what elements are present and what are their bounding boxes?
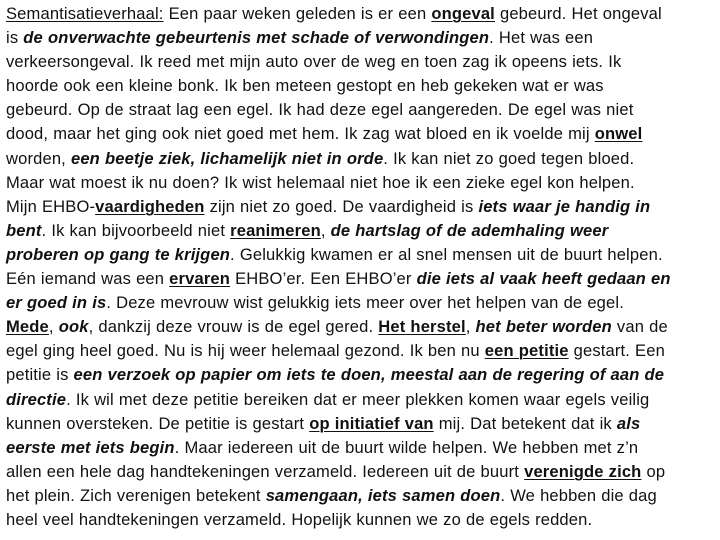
term-definition: een verzoek op papier om iets te doen, meestal aan de regering of aan de (73, 365, 665, 385)
key-term: ongeval (431, 4, 495, 23)
text-segment: van de (611, 317, 668, 337)
text-line (6, 26, 716, 50)
text-line (6, 243, 716, 267)
term-definition: als (616, 413, 641, 433)
text-line (6, 147, 716, 171)
text-segment: , (465, 317, 476, 337)
text-segment: zijn niet zo goed. De vaardigheid is (204, 196, 479, 216)
term-definition: de onverwachte gebeurtenis met schade of verwondingen (23, 28, 490, 48)
text-segment: . Ik wil met deze petitie bereiken dat er meer plekken komen waar egels veilig (66, 389, 650, 409)
text-line (6, 291, 716, 315)
text-segment: verkeersongeval. Ik reed met mijn auto over de weg en toen zag ik opeens iets. Ik (6, 52, 622, 72)
text-segment: heel veel handtekeningen verzameld. Hopelijk kunnen we zo de egels redden. (6, 509, 593, 529)
term-definition: proberen op gang te krijgen (6, 244, 231, 264)
term-definition: iets waar je handig in (478, 196, 651, 216)
term-definition: samengaan, iets samen doen (265, 485, 501, 505)
text-segment: petitie is (6, 365, 74, 385)
text-segment: dood, maar het ging ook niet goed met hem. Ik zag wat bloed en ik voelde mij (6, 124, 595, 144)
text-segment: hoorde ook een kleine bonk. Ik ben meteen gestopt en heb gekeken wat er was (6, 76, 604, 96)
text-line (6, 195, 716, 219)
text-segment: . Gelukkig kwamen er al snel mensen uit de buurt helpen. (230, 244, 663, 264)
term-definition: het beter worden (475, 317, 612, 337)
key-term: een petitie (484, 341, 569, 361)
term-definition: er goed in is (6, 293, 107, 313)
text-segment: , dankzij deze vrouw is de egel gered. (88, 317, 379, 337)
text-segment: Een paar weken geleden is er een (163, 4, 432, 23)
text-segment: worden, (6, 148, 71, 168)
text-line (6, 74, 716, 98)
text-line (6, 122, 716, 146)
text-segment: mij. Dat betekent dat ik (433, 413, 617, 433)
key-term: vaardigheden (95, 196, 205, 216)
key-term: onwel (594, 124, 643, 144)
text-line (6, 508, 716, 532)
term-definition: eerste met iets begin (6, 437, 175, 457)
text-line (6, 339, 716, 363)
key-term: op initiatief van (309, 413, 434, 433)
key-term: Mede (6, 317, 49, 337)
term-definition: directie (6, 389, 67, 409)
key-term: Het herstel (378, 317, 466, 337)
text-line (6, 484, 716, 508)
text-line (6, 2, 716, 26)
text-line (6, 50, 716, 74)
text-segment: egel ging heel goed. Nu is hij weer helemaal gezond. Ik ben nu (6, 341, 485, 361)
text-segment: Maar wat moest ik nu doen? Ik wist helemaal niet hoe ik een zieke egel kon helpen. (6, 172, 635, 192)
text-segment: . Ik kan niet zo goed tegen bloed. (383, 148, 635, 168)
text-segment: . Maar iedereen uit de buurt wilde helpen. We hebben met z’n (174, 437, 639, 457)
text-line (6, 219, 716, 243)
text-line (6, 460, 716, 484)
text-segment: Mijn EHBO- (6, 196, 96, 216)
text-segment: is (6, 28, 24, 48)
term-definition: een beetje ziek, lichamelijk niet in orde (70, 148, 384, 168)
text-segment: . We hebben die dag (500, 485, 657, 505)
text-segment: kunnen oversteken. De petitie is gestart (6, 413, 310, 433)
text-line (6, 315, 716, 339)
text-line (6, 436, 716, 460)
text-line (6, 171, 716, 195)
key-term: reanimeren (230, 220, 321, 240)
text-segment: allen een hele dag handtekeningen verzameld. Iedereen uit de buurt (6, 461, 525, 481)
key-term: verenigde zich (524, 461, 642, 481)
text-segment: . Ik kan bijvoorbeeld niet (41, 220, 231, 240)
text-segment: , (320, 220, 331, 240)
text-segment: EHBO’er. Een EHBO’er (230, 269, 417, 289)
text-segment: gestart. Een (568, 341, 665, 361)
text-segment: het plein. Zich verenigen betekent (6, 485, 266, 505)
text-segment: , (48, 317, 59, 337)
text-segment: gebeurd. Op de straat lag een egel. Ik had deze egel aangereden. De egel was niet (6, 100, 634, 120)
text-segment: op (641, 461, 666, 481)
text-line (6, 363, 716, 387)
text-segment: . Deze mevrouw wist gelukkig iets meer over het helpen van de egel. (106, 293, 624, 313)
term-definition: ook (58, 317, 89, 337)
text-line (6, 98, 716, 122)
text-segment: gebeurd. Het ongeval (494, 4, 662, 23)
text-line (6, 267, 716, 291)
key-term: Semantisatieverhaal: (6, 4, 164, 23)
term-definition: bent (6, 220, 42, 240)
term-definition: die iets al vaak heeft gedaan en (416, 269, 671, 289)
text-line (6, 412, 716, 436)
term-definition: de hartslag of de ademhaling weer (330, 220, 609, 240)
key-term: ervaren (169, 269, 231, 289)
story-text (6, 2, 718, 532)
text-line (6, 388, 716, 412)
text-segment: . Het was een (489, 28, 594, 48)
text-segment: Eén iemand was een (6, 269, 170, 289)
